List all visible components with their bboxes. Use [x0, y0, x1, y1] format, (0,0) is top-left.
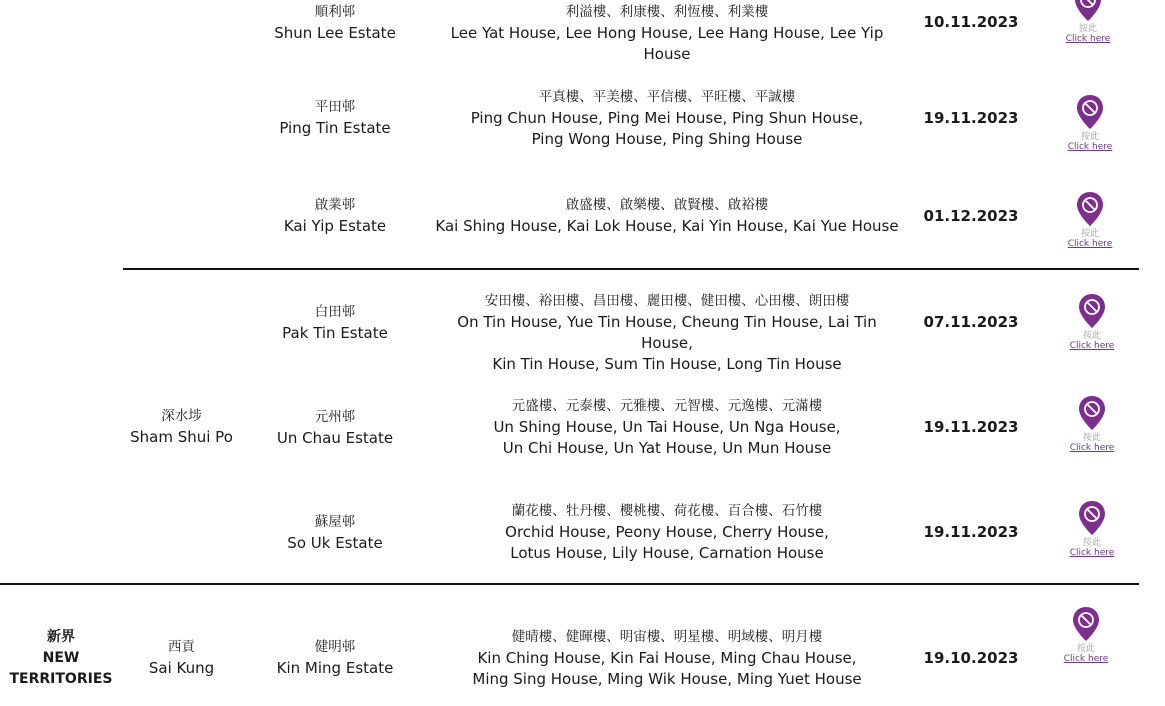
blocks-cell	[432, 396, 902, 459]
link-zh: 按此	[1082, 433, 1101, 443]
estate-zh: 元州邨	[314, 409, 356, 425]
estate-zh: 平田邨	[314, 99, 356, 115]
click-here-link[interactable]: Click here	[1069, 548, 1115, 558]
click-here-link[interactable]: Click here	[1069, 341, 1115, 351]
blocks-zh: 元盛樓、元泰樓、元雅樓、元智樓、元逸樓、元滿樓	[511, 398, 823, 414]
map-link[interactable]	[1066, 395, 1118, 454]
map-link[interactable]	[1066, 293, 1118, 352]
estate-en: Un Chau Estate	[276, 429, 394, 447]
district-zh: 西貢	[168, 639, 195, 655]
map-pin-icon	[1077, 293, 1107, 329]
blocks-en: Un Chi House, Un Yat House, Un Mun House	[502, 439, 832, 457]
blocks-zh: 蘭花樓、牡丹樓、櫻桃樓、荷花樓、百合樓、石竹樓	[511, 503, 823, 519]
blocks-en: Ming Sing House, Ming Wik House, Ming Yuet House	[472, 670, 862, 688]
estate-zh: 啟業邨	[314, 197, 356, 213]
section-divider	[0, 583, 1139, 585]
district-en: Sham Shui Po	[130, 428, 233, 446]
link-zh: 按此	[1080, 229, 1099, 239]
blocks-en: Ping Wong House, Ping Shing House	[531, 130, 803, 148]
link-zh: 按此	[1078, 24, 1097, 34]
estate-en: Ping Tin Estate	[279, 119, 391, 137]
estate-cell	[242, 302, 428, 344]
blocks-zh: 安田樓、裕田樓、昌田樓、麗田樓、健田樓、心田樓、朗田樓	[484, 293, 850, 309]
date-cell: 01.12.2023	[923, 207, 1019, 225]
region-en-line1: NEW	[42, 650, 80, 666]
region-en-line2: TERRITORIES	[9, 671, 113, 687]
blocks-en: Orchid House, Peony House, Cherry House,	[505, 523, 829, 541]
blocks-en: Kin Tin House, Sum Tin House, Long Tin House	[492, 355, 842, 373]
map-pin-icon	[1071, 606, 1101, 642]
estate-zh: 健明邨	[314, 639, 356, 655]
link-zh: 按此	[1082, 538, 1101, 548]
click-here-link[interactable]: Click here	[1069, 443, 1115, 453]
estate-en: Shun Lee Estate	[274, 24, 396, 42]
map-link[interactable]	[1062, 0, 1114, 45]
region-cell	[0, 627, 122, 690]
map-link[interactable]	[1060, 606, 1112, 665]
blocks-cell	[432, 627, 902, 690]
date-cell: 07.11.2023	[923, 313, 1019, 331]
blocks-en: Un Shing House, Un Tai House, Un Nga House,	[493, 418, 841, 436]
estate-cell	[242, 512, 428, 554]
date-cell: 10.11.2023	[923, 13, 1019, 31]
map-pin-icon	[1075, 94, 1105, 130]
estate-cell	[242, 407, 428, 449]
link-zh: 按此	[1082, 331, 1101, 341]
map-pin-icon	[1077, 395, 1107, 431]
estate-en: So Uk Estate	[287, 534, 383, 552]
blocks-en: On Tin House, Yue Tin House, Cheung Tin House, Lai Tin House,	[457, 313, 877, 352]
region-zh: 新界	[47, 629, 75, 645]
click-here-link[interactable]: Click here	[1065, 34, 1111, 44]
district-cell	[124, 406, 239, 448]
date-cell: 19.11.2023	[923, 418, 1019, 436]
district-en: Sai Kung	[148, 659, 215, 677]
row-divider	[123, 268, 1139, 270]
date-cell: 19.10.2023	[923, 649, 1019, 667]
blocks-zh: 啟盛樓、啟樂樓、啟賢樓、啟裕樓	[565, 197, 769, 213]
blocks-en: Lotus House, Lily House, Carnation House	[510, 544, 824, 562]
blocks-zh: 利溢樓、利康樓、利恆樓、利業樓	[565, 4, 769, 20]
link-zh: 按此	[1076, 644, 1095, 654]
blocks-cell	[432, 195, 902, 237]
date-cell: 19.11.2023	[923, 109, 1019, 127]
blocks-en: Kin Ching House, Kin Fai House, Ming Chau House,	[477, 649, 857, 667]
map-link[interactable]	[1066, 500, 1118, 559]
blocks-cell	[432, 87, 902, 150]
estate-zh: 順利邨	[314, 4, 356, 20]
blocks-cell	[432, 2, 902, 65]
blocks-en: Lee Yat House, Lee Hong House, Lee Hang House, Lee Yip House	[450, 24, 884, 63]
estate-cell	[242, 2, 428, 44]
blocks-en: Kai Shing House, Kai Lok House, Kai Yin House, Kai Yue House	[435, 217, 899, 235]
blocks-en: Ping Chun House, Ping Mei House, Ping Shun House,	[470, 109, 864, 127]
estate-zh: 白田邨	[314, 304, 356, 320]
blocks-cell	[432, 291, 902, 375]
district-zh: 深水埗	[161, 408, 202, 424]
click-here-link[interactable]: Click here	[1063, 654, 1109, 664]
blocks-zh: 健晴樓、健暉樓、明宙樓、明星樓、明域樓、明月樓	[511, 629, 823, 645]
map-pin-icon	[1077, 500, 1107, 536]
map-pin-icon	[1073, 0, 1103, 22]
click-here-link[interactable]: Click here	[1067, 239, 1113, 249]
estate-cell	[242, 637, 428, 679]
blocks-cell	[432, 501, 902, 564]
map-pin-icon	[1075, 191, 1105, 227]
estate-en: Pak Tin Estate	[282, 324, 388, 342]
blocks-zh: 平真樓、平美樓、平信樓、平旺樓、平誠樓	[538, 89, 796, 105]
estate-en: Kai Yip Estate	[283, 217, 387, 235]
date-cell: 19.11.2023	[923, 523, 1019, 541]
map-link[interactable]	[1064, 94, 1116, 153]
estate-zh: 蘇屋邨	[314, 514, 356, 530]
estate-cell	[242, 97, 428, 139]
click-here-link[interactable]: Click here	[1067, 142, 1113, 152]
link-zh: 按此	[1080, 132, 1099, 142]
district-cell	[124, 637, 239, 679]
estate-cell	[242, 195, 428, 237]
estate-en: Kin Ming Estate	[276, 659, 394, 677]
map-link[interactable]	[1064, 191, 1116, 250]
